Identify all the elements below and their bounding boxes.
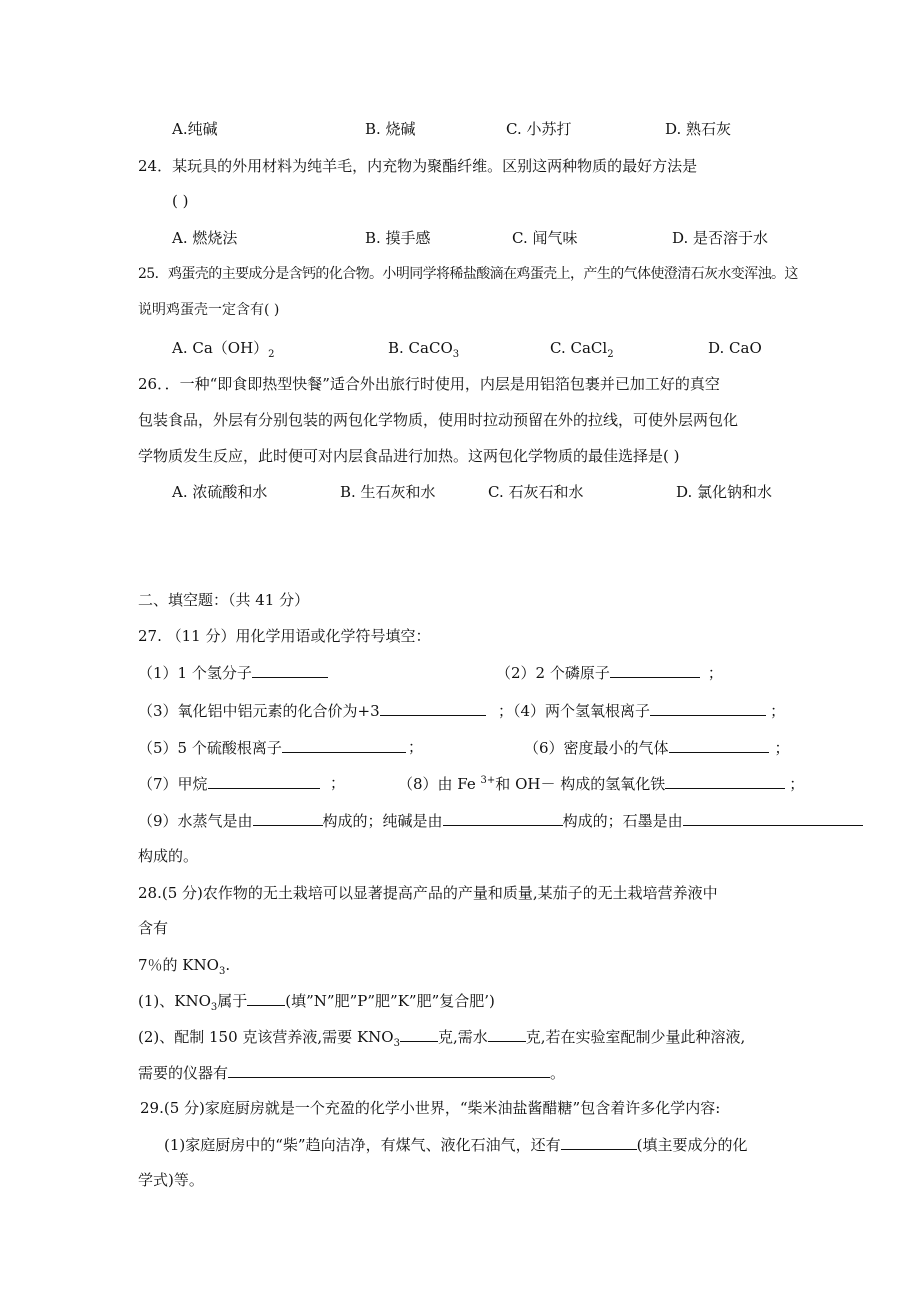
q24-option-a: A. 燃烧法 [172, 229, 238, 247]
q27-item-9-end: 构成的。 [138, 847, 199, 865]
answer-blank [650, 700, 766, 716]
q25-option-d: D. CaO [708, 339, 762, 357]
answer-blank [247, 990, 285, 1006]
q25-line1: 25．鸡蛋壳的主要成分是含钙的化合物。小明同学将稀盐酸滴在鸡蛋壳上，产生的气体使澄清石灰水变浑浊。这 [138, 266, 798, 282]
q27-item-4: ；（4）两个氢氧根离子 ； [498, 702, 786, 720]
q26-line2: 包装食品，外层有分别包装的两包化学物质，使用时拉动预留在外的拉线，可使外层两包化 [138, 411, 739, 429]
answer-blank [610, 662, 700, 678]
answer-blank [400, 1026, 438, 1042]
q27-item-9: （9）水蒸气是由 构成的；纯碱是由 构成的；石墨是由 [138, 810, 863, 831]
q27-item-1: （1）1 个氢分子 [138, 662, 328, 683]
q23-option-c: C. 小苏打 [506, 120, 572, 138]
q26-option-d: D. 氯化钠和水 [676, 483, 773, 501]
q24-paren: ( ) [172, 192, 189, 210]
q27-item-6: （6）密度最小的气体 ； [524, 739, 790, 757]
answer-blank [380, 700, 486, 716]
q27-item-7: （7）甲烷 [138, 773, 320, 794]
q27-item-2: （2）2 个磷原子 ； [496, 664, 723, 682]
q24-option-b: B. 摸手感 [365, 229, 431, 247]
answer-blank [228, 1062, 550, 1078]
q28-line3: 7％的 $KNO_3$. [138, 956, 231, 977]
answer-blank [669, 737, 769, 753]
answer-blank [665, 773, 785, 789]
q27-title: 27. （11 分）用化学用语或化学符号填空： [138, 627, 431, 645]
q28-line6: 需要的仪器有 。 [138, 1064, 566, 1082]
q28-line4: (1)、$KNO_3$属于 (填”N”肥”P”肥”K”肥”复合肥’) [138, 992, 495, 1013]
section-heading: 二、填空题：（共 41 分） [138, 591, 310, 609]
q25-option-c: C. CaCl$_2$ [550, 339, 614, 360]
q26-option-b: B. 生石灰和水 [340, 483, 436, 501]
q24-stem: 24．某玩具的外用材料为纯羊毛，内充物为聚酯纤维。区别这两种物质的最好方法是 [138, 157, 698, 175]
q27-item-3: （3）氧化铝中铝元素的化合价为+3 [138, 700, 486, 721]
q23-option-d: D. 熟石灰 [665, 120, 732, 138]
q29-line1: 29.(5 分)家庭厨房就是一个充盈的化学小世界，“柴米油盐酱醋糖”包含着许多化学内容: [140, 1099, 721, 1117]
q27-item-5: （5）5 个硫酸根离子 [138, 737, 406, 758]
answer-blank [282, 737, 406, 753]
answer-blank [253, 810, 323, 826]
q29-line2: (1)家庭厨房中的“柴”趋向洁净，有煤气、液化石油气，还有 (填主要成分的化 [164, 1136, 748, 1154]
q28-line1: 28.(5 分)农作物的无土栽培可以显著提高产品的产量和质量,某茄子的无土栽培营养液中 [138, 884, 718, 902]
q27-semicolon-5: ； [408, 738, 424, 756]
q25-option-a: A. $Ca(OH)_2$ [172, 339, 275, 360]
q26-line3: 学物质发生反应，此时便可对内层食品进行加热。这两包化学物质的最佳选择是( ) [138, 447, 680, 465]
q23-option-b: B. 烧碱 [365, 120, 416, 138]
q27-semicolon-7: ； [330, 774, 346, 792]
q23-option-a: A.纯碱 [172, 120, 218, 138]
answer-blank [561, 1134, 637, 1150]
q25-option-b: B. CaCO$_3$ [388, 339, 460, 360]
q28-line5: (2)、配制 150 克该营养液,需要 $KNO_3$ 克,需水 克,若在实验室配制少量此种溶液, [138, 1028, 746, 1049]
q25-line2: 说明鸡蛋壳一定含有( ) [138, 302, 280, 318]
q24-option-d: D. 是否溶于水 [672, 229, 769, 247]
q26-option-c: C. 石灰石和水 [488, 483, 584, 501]
q29-line3: 学式)等。 [138, 1171, 204, 1189]
answer-blank [208, 773, 320, 789]
answer-blank [252, 662, 328, 678]
answer-blank [488, 1026, 526, 1042]
answer-blank [683, 810, 863, 826]
q27-item-8: （8）由 Fe $^{3+}$和 OH－ 构成的氢氧化铁 ； [398, 775, 805, 793]
q24-option-c: C. 闻气味 [512, 229, 578, 247]
q26-option-a: A. 浓硫酸和水 [172, 483, 268, 501]
answer-blank [443, 810, 563, 826]
q26-line1: 26．．一种“即食即热型快餐”适合外出旅行时使用，内层是用铝箔包裹并已加工好的真空 [138, 375, 720, 393]
q28-line2: 含有 [138, 919, 169, 937]
